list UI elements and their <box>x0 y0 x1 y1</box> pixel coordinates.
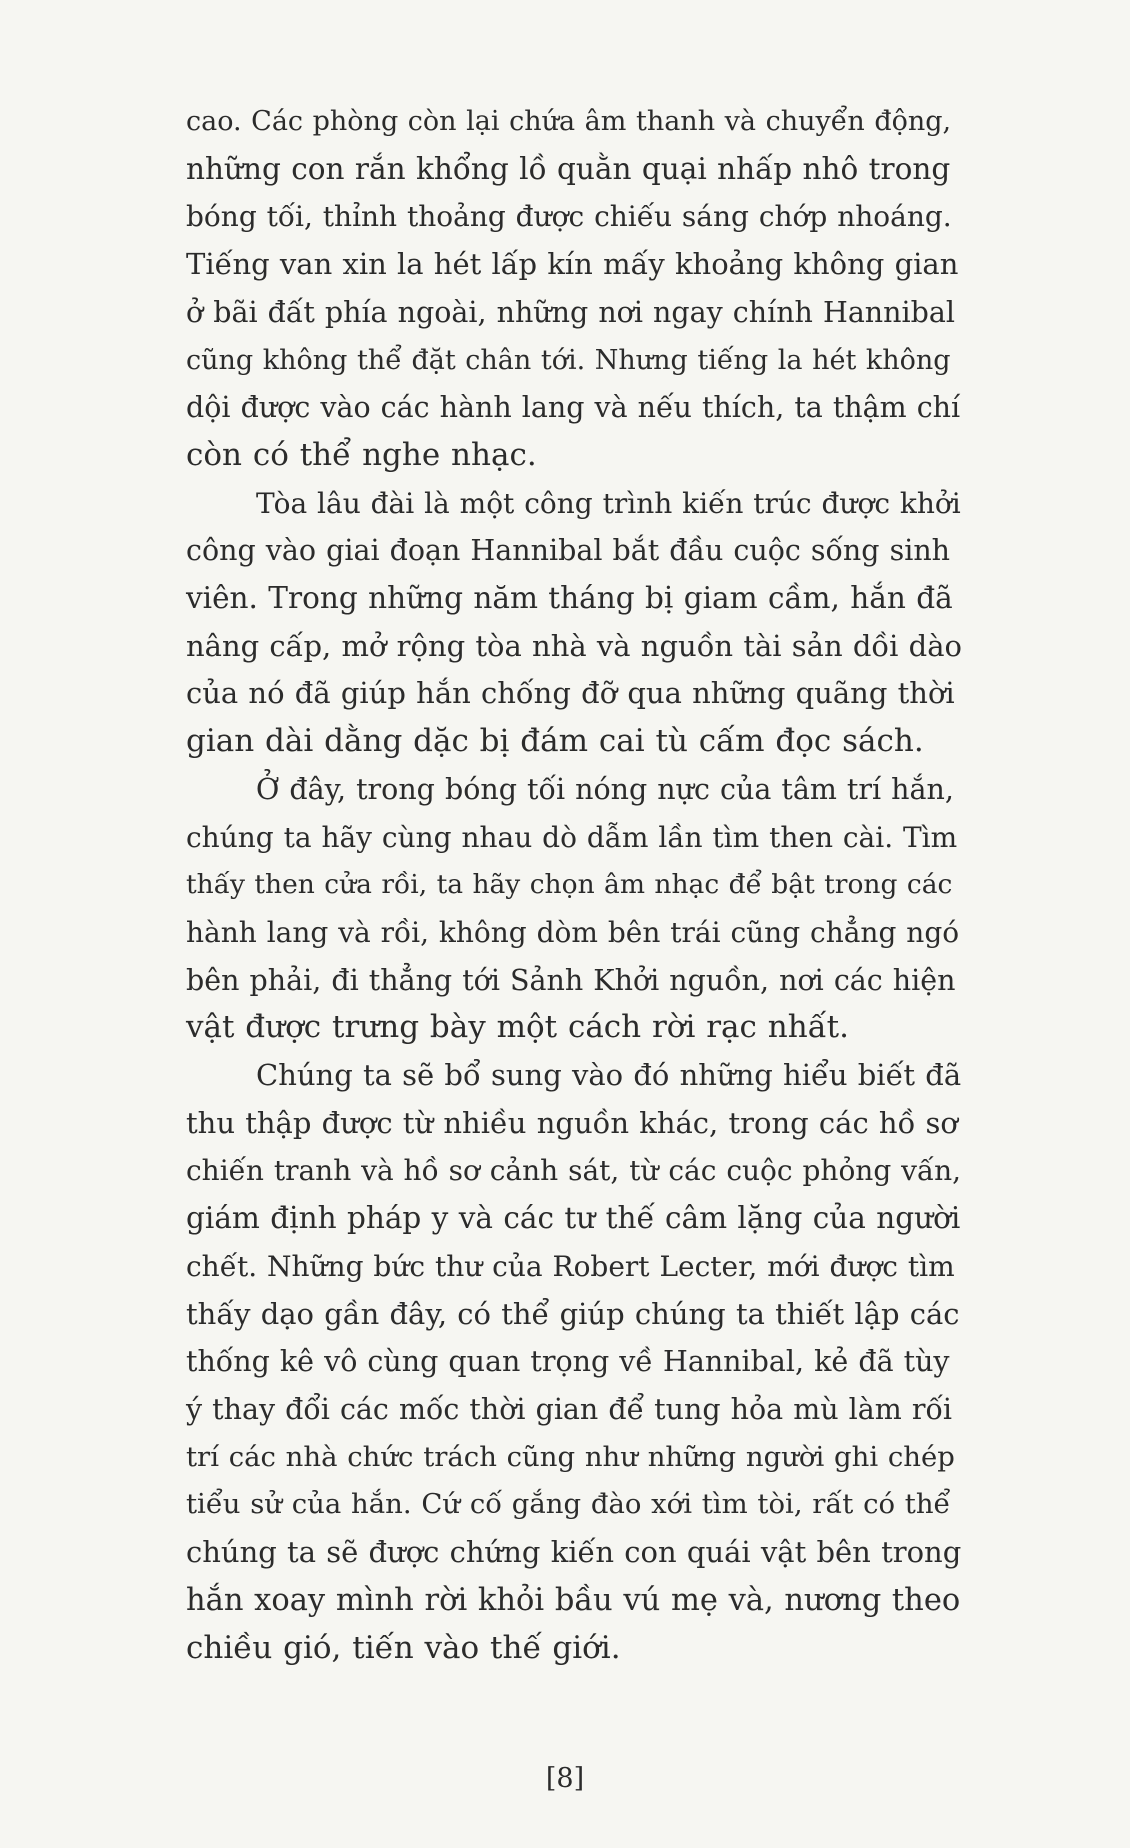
text-line: giám định pháp y và các tư thế câm lặng của người <box>186 1201 961 1236</box>
text-line: Tiếng van xin la hét lấp kín mấy khoảng không gian <box>186 247 959 282</box>
text-line: thống kê vô cùng quan trọng về Hannibal, kẻ đã tùy <box>186 1345 950 1379</box>
text-line: Ở đây, trong bóng tối nóng nực của tâm trí hắn, <box>256 772 954 806</box>
text-line: nâng cấp, mở rộng tòa nhà và nguồn tài sản dồi dào <box>186 628 962 663</box>
text-line: của nó đã giúp hắn chống đỡ qua những quãng thời <box>186 676 955 711</box>
text-line: chiến tranh và hồ sơ cảnh sát, từ các cuộc phỏng vấn, <box>186 1154 962 1188</box>
paragraph-4 <box>186 1052 962 1672</box>
text-line: gian dài dằng dặc bị đám cai tù cấm đọc sách. <box>186 723 924 760</box>
text-line: hắn xoay mình rời khỏi bầu vú mẹ và, nương theo <box>186 1582 961 1618</box>
text-line: cũng không thể đặt chân tới. Nhưng tiếng la hét không <box>186 344 951 376</box>
text-line: vật được trưng bày một cách rời rạc nhất. <box>186 1009 849 1046</box>
text-line: chúng ta hãy cùng nhau dò dẫm lần tìm then cài. Tìm <box>186 820 958 854</box>
paragraph-2 <box>186 480 962 766</box>
text-line: ở bãi đất phía ngoài, những nơi ngay chính Hannibal <box>186 295 955 329</box>
text-line: viên. Trong những năm tháng bị giam cầm, hắn đã <box>186 581 953 616</box>
text-line: hành lang và rồi, không dòm bên trái cũng chẳng ngó <box>186 915 960 949</box>
text-line: Chúng ta sẽ bổ sung vào đó những hiểu biết đã <box>256 1058 962 1093</box>
paragraph-3 <box>186 766 962 1052</box>
text-line: thấy then cửa rồi, ta hãy chọn âm nhạc để bật trong các <box>186 869 953 901</box>
text-line: công vào giai đoạn Hannibal bắt đầu cuộc sống sinh <box>186 534 951 568</box>
text-line: chiều gió, tiến vào thế giới. <box>186 1629 621 1666</box>
text-line: thấy dạo gần đây, có thể giúp chúng ta thiết lập các <box>186 1296 960 1331</box>
page-number: [8] <box>545 1763 585 1794</box>
text-line: ý thay đổi các mốc thời gian để tung hỏa mù làm rối <box>186 1392 953 1426</box>
text-line: cao. Các phòng còn lại chứa âm thanh và chuyển động, <box>186 106 952 137</box>
text-line: bên phải, đi thẳng tới Sảnh Khởi nguồn, nơi các hiện <box>186 963 956 997</box>
text-line: chết. Những bức thư của Robert Lecter, mới được tìm <box>186 1249 955 1283</box>
text-line: chúng ta sẽ được chứng kiến con quái vật bên trong <box>186 1535 962 1570</box>
paragraph-1 <box>186 98 962 480</box>
body-text <box>186 98 962 1672</box>
text-line: những con rắn khổng lồ quằn quại nhấp nhô trong <box>186 151 951 186</box>
text-line: thu thập được từ nhiều nguồn khác, trong các hồ sơ <box>186 1105 958 1140</box>
text-line: dội được vào các hành lang và nếu thích, ta thậm chí <box>186 391 961 425</box>
text-line: trí các nhà chức trách cũng như những người ghi chép <box>186 1440 955 1473</box>
text-line: Tòa lâu đài là một công trình kiến trúc được khởi <box>256 486 961 520</box>
text-line: bóng tối, thỉnh thoảng được chiếu sáng chớp nhoáng. <box>186 200 952 234</box>
text-line: còn có thể nghe nhạc. <box>186 436 537 473</box>
text-line: tiểu sử của hắn. Cứ cố gắng đào xới tìm tòi, rất có thể <box>186 1488 951 1521</box>
